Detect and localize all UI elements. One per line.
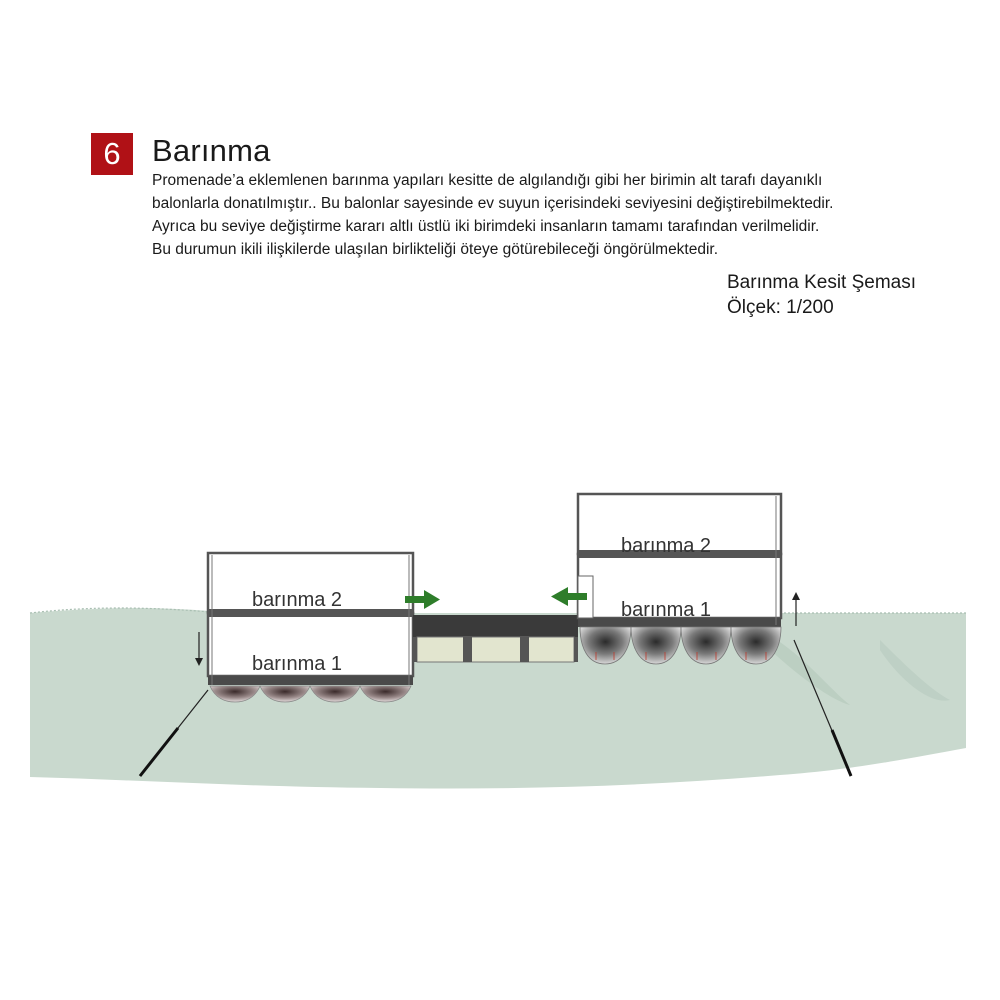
right-lower-label: barınma 1 <box>621 599 712 621</box>
bridge-post <box>520 637 529 662</box>
caption-scale: Ölçek: 1/200 <box>727 297 834 318</box>
bridge-edge <box>574 637 578 662</box>
description-line: Promenade’a eklemlenen barınma yapıları kesitte de algılandığı gibi her birimin alt tarafı dayanıklı <box>152 172 823 189</box>
description-line: Ayrıca bu seviye değiştirme kararı altlı üstlü iki birimdeki insanların tamamı tarafından verilmelidir. <box>152 218 820 235</box>
left-upper-label: barınma 2 <box>252 589 343 611</box>
bridge-edge <box>413 637 417 662</box>
bridge-deck <box>413 615 578 637</box>
right-upper-label: barınma 2 <box>621 535 712 557</box>
description-line: balonlarla donatılmıştır.. Bu balonlar sayesinde ev suyun içerisindeki seviyesini değiştirebilmektedir. <box>152 195 834 212</box>
section-number-badge: 6 <box>91 133 133 175</box>
section-title: Barınma <box>152 133 271 168</box>
bridge-pontoon <box>417 637 574 662</box>
description-line: Bu durumun ikili ilişkilerde ulaşılan birlikteliği öteye götürebileceği öngörülmektedir. <box>152 241 719 258</box>
connecting-bridge <box>413 615 578 662</box>
left-base-slab <box>208 676 413 685</box>
caption-title: Barınma Kesit Şeması <box>727 272 917 293</box>
bridge-post <box>463 637 472 662</box>
left-lower-label: barınma 1 <box>252 653 343 675</box>
